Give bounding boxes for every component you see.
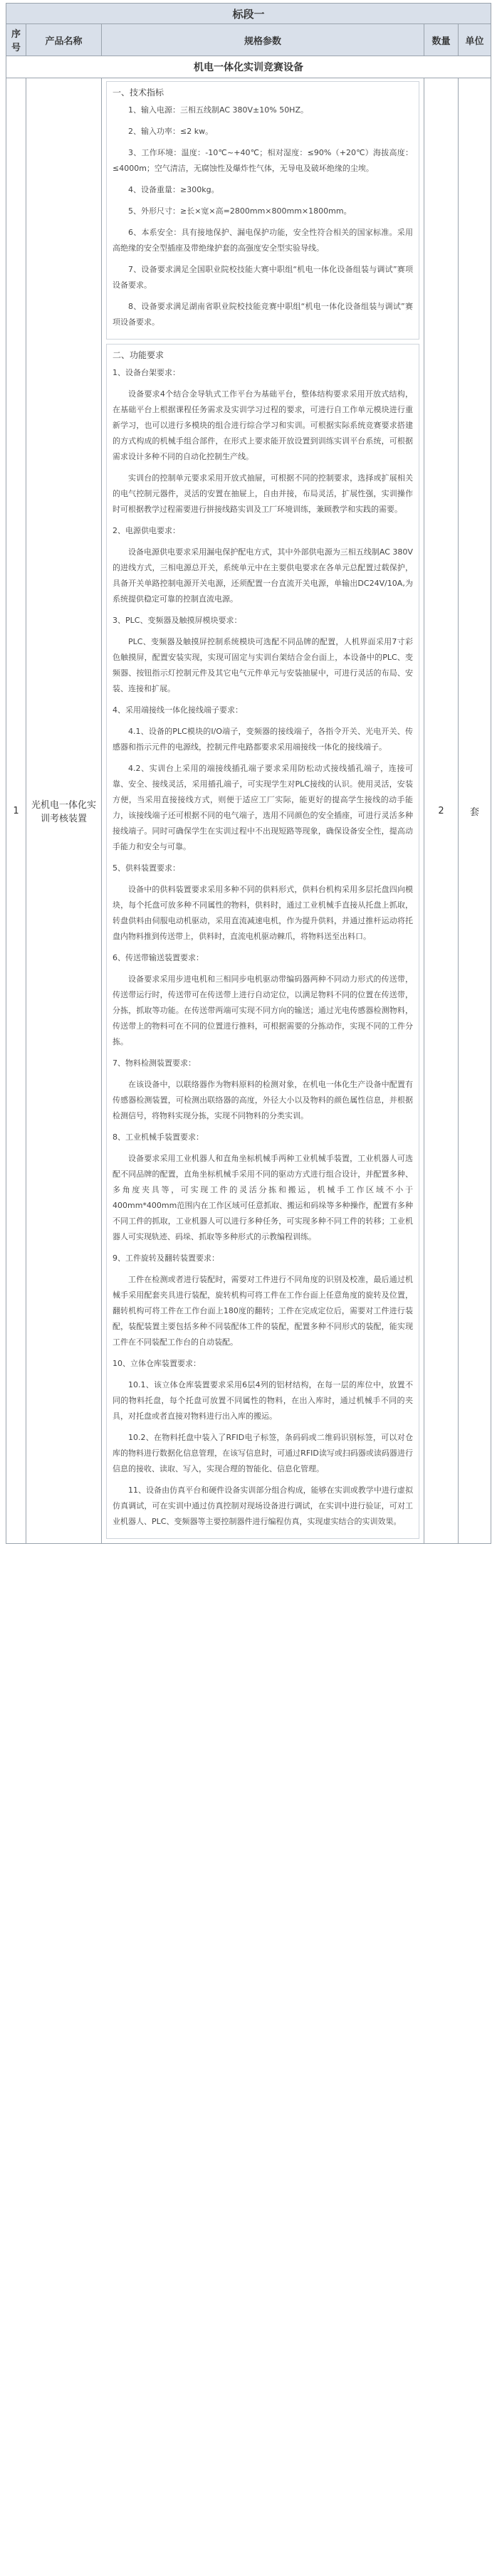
func-title: 二、功能要求 — [113, 350, 164, 360]
header-qty: 数量 — [424, 24, 458, 56]
func-item-paragraph: 11、设备由仿真平台和硬件设备实训部分组合构成，能够在实训或教学中进行虚拟仿真调试，可在实训中通过仿真控制对现场设备进行调试，在实训中进行验证，可对工业机器人、PLC、变频器等主要控制器件进行编程仿真，实现虚实结合的实训效果。 — [113, 1486, 413, 1526]
func-item-heading: 7、物料检测装置要求： — [113, 1058, 196, 1068]
header-unit: 单位 — [458, 24, 491, 56]
func-item-paragraph: 10.1、该立体仓库装置要求采用6层4列的铝材结构，在每一层的库位中，放置不同的物料托盘，每个托盘可放置不同属性的物料，在出入库时，通过机械手不同的夹具，对托盘或者直接对物料进行出入库的搬运。 — [113, 1380, 413, 1421]
func-item-heading: 9、工件旋转及翻转装置要求： — [113, 1253, 219, 1263]
tech-item: 2、输入功率：≤2 kw。 — [128, 127, 214, 136]
row-no: 1 — [6, 78, 26, 1544]
tech-section — [106, 81, 419, 340]
func-item-heading: 5、供料装置要求： — [113, 863, 180, 873]
func-item-heading: 10、立体仓库装置要求： — [113, 1359, 201, 1368]
func-item-paragraph: 设备要求采用步进电机和三相同步电机驱动带编码器两种不同动力形式的传送带，传送带运行时，传送带可在传送带上进行自动定位，以满足物料不同的位置在传送带，分拣，抓取等功能。在传送带两端可实现不同方向的输送；通过光电传感器检测物料，传送带上的物料可在不同的位置进行推料，可根据需要的分拣动作，实现不同的工件分拣。 — [113, 974, 413, 1046]
func-item-paragraph: 实训台的控制单元要求采用开放式抽屉，可根据不同的控制要求，选择或扩展相关的电气控制元器件，灵活的安置在抽屉上，自由并接，布局灵活，扩展性强，实训操作时可根据教学过程需要进行拼接线路实训及工厂环境训练，兼顾教学和实践的需要。 — [113, 473, 413, 514]
func-item-paragraph: 10.2、在物料托盘中装入了RFID电子标签，条码码或二维码识别标签，可以对仓库的物料进行数据化信息管理，在该写信息时，可通过RFID读写或扫码器或读码器进行信息的接收、读取、写入，实现合理的智能化、信息化管理。 — [113, 1433, 413, 1473]
tech-item: 4、设备重量：≥300kg。 — [128, 185, 219, 194]
func-item-heading: 8、工业机械手装置要求： — [113, 1132, 204, 1142]
func-list — [113, 365, 413, 1530]
func-item-paragraph: 在该设备中，以联络器作为物料原料的检测对象，在机电一体化生产设备中配置有传感器检测装置，可检测出联络器的高度，外径大小以及物料的颜色属性信息，并根据检测信号，将物料实现分拣，实现不同物料的分类实训。 — [113, 1080, 413, 1120]
func-item-heading: 6、传送带输送装置要求： — [113, 953, 204, 962]
tech-item: 5、外形尺寸：≥长×宽×高=2800mm×800mm×1800mm。 — [128, 206, 352, 216]
func-item-paragraph: 工件在检测或者进行装配时，需要对工件进行不同角度的识别及校准，最后通过机械手采用配套夹具进行装配，旋转机构可将工件在工作台面上任意角度的旋转及位置，翻转机构可将工件在工作台面上180度的翻转；工件在完成定位后，需要对工件进行装配，装配装置主要包括多种不同装配体工件的装配，配置多种不同形式的装配，能实现工件在不同装配工作台的自动装配。 — [113, 1275, 413, 1347]
func-item-paragraph: 设备电源供电要求采用漏电保护配电方式，其中外部供电源为三相五线制AC 380V的进线方式，三相电源总开关，系统单元中在主要供电要求在各单元总配置过载保护，具备开关单路控制电源开关电源，还须配置一台直流开关电源，单输出DC24V/10A,为系统提供稳定可靠的控制直流电源。 — [113, 547, 413, 604]
header-spec: 规格参数 — [102, 24, 424, 56]
tech-item: 8、设备要求满足湖南省职业院校技能竞赛中职组“机电一体化设备组装与调试”赛项设备要求。 — [113, 302, 413, 327]
func-item-heading: 1、设备台架要求： — [113, 368, 180, 377]
tech-list — [113, 102, 413, 330]
tech-title: 一、技术指标 — [113, 88, 164, 98]
row-name: 光机电一体化实训考核装置 — [26, 78, 102, 1544]
tech-item: 3、工作环境：温度：-10℃~+40℃；相对湿度：≤90%（+20℃）海拔高度：≤4000m；空气清洁，无腐蚀性及爆炸性气体，无导电及破坏绝缘的尘埃。 — [113, 148, 413, 173]
section-title: 标段一 — [6, 4, 491, 24]
func-item-heading: 2、电源供电要求： — [113, 526, 180, 535]
func-item-heading: 4、采用端接线一体化接线端子要求： — [113, 705, 243, 715]
row-qty: 2 — [424, 78, 458, 1544]
func-item-heading: 3、PLC、变频器及触摸屏模块要求： — [113, 616, 242, 625]
func-item-paragraph: 4.2、实训台上采用的端接线插孔端子要求采用防松动式接线插孔端子，连接可靠、安全、接线灵活，采用插孔端子，可实现学生对PLC接线的认识。使用灵活，安装方便，当采用直接接线方式，则便于适应工厂实际，能更好的提高学生接线的动手能力，该接线端子还可根据不同的电气端子，选用不同颜色的安全插座，可进行灵活多种接线端子。同时可确保学生在实训过程中不出现短路等现象，确保设备安全性，提高动手能力和安全与可靠。 — [113, 764, 413, 851]
func-item-paragraph: 设备要求4个结合金导轨式工作平台为基础平台，整体结构要求采用开放式结构，在基础平台上根据课程任务需求及实训学习过程的要求，可进行自工作单元模块进行重新学习，也可以进行多模块的组合进行综合学习和实训。可根据实际系统竞赛要求搭建的方式构成的机械手组合部件，在形式上要求能开放设置到训练实训平台系统，可根据需求设计多种不同的自动化控制生产线。 — [113, 389, 413, 461]
device-name: 机电一体化实训竞赛设备 — [6, 56, 491, 78]
func-item-paragraph: PLC、变频器及触摸屏控制系统模块可选配不同品牌的配置，人机界面采用7寸彩色触摸屏，配置安装实现，实现可固定与实训台架结合金台面上，本设备中的PLC、变频器、按钮指示灯控制元件及其它电气元件单元与安装抽屉中，可进行灵活的布局、安装、连接和扩展。 — [113, 637, 413, 693]
spec-content — [102, 78, 424, 1544]
func-item-paragraph: 设备要求采用工业机器人和直角坐标机械手两种工业机械手装置，工业机器人可选配不同品牌的配置，直角坐标机械手采用不同的驱动方式进行组合设计，并配置多种、多角度夹具等，可实现工件的灵活分拣和搬运，机械手工作区域不小于400mm*400mm范围内在工作区域可任意抓取、搬运和码垛等多种操作，配置有多种不同工件的抓取，工业机器人可以进行多种任务，可实现多种不同工件的转移；工业机器人可实现轨迹、码垛、抓取等多种形式的示教编程训练。 — [113, 1154, 413, 1241]
tech-item: 6、本系安全：具有接地保护、漏电保护功能，安全性符合相关的国家标准。采用高绝缘的安全型插座及带绝缘护套的高强度安全型实验导线。 — [113, 228, 413, 253]
row-unit: 套 — [458, 78, 491, 1544]
func-item-paragraph: 设备中的供料装置要求采用多种不同的供料形式，供料台机构采用多层托盘四向模块，每个托盘可放多种不同属性的物料，供料时，通过工业机械手直接从托盘上抓取，转盘供料由伺服电动机驱动，采用直流减速电机，作为提升供料，并通过推杆运动将托盘内物料推到传送带上，供料时，直流电机驱动棘爪，将物料送至出料口。 — [113, 885, 413, 941]
header-no: 序号 — [6, 24, 26, 56]
tech-item: 7、设备要求满足全国职业院校技能大赛中职组“机电一体化设备组装与调试”赛项设备要求。 — [113, 265, 413, 290]
header-name: 产品名称 — [26, 24, 102, 56]
func-section — [106, 344, 419, 1539]
tech-item: 1、输入电源：三相五线制AC 380V±10% 50HZ。 — [128, 105, 308, 115]
func-item-paragraph: 4.1、设备的PLC模块的I/O端子，变频器的接线端子，各指令开关、光电开关、传感器和指示元件的电源线，控制元件电路都要求采用端接线一体化的接线端子。 — [113, 727, 413, 752]
spec-table — [6, 3, 491, 1544]
